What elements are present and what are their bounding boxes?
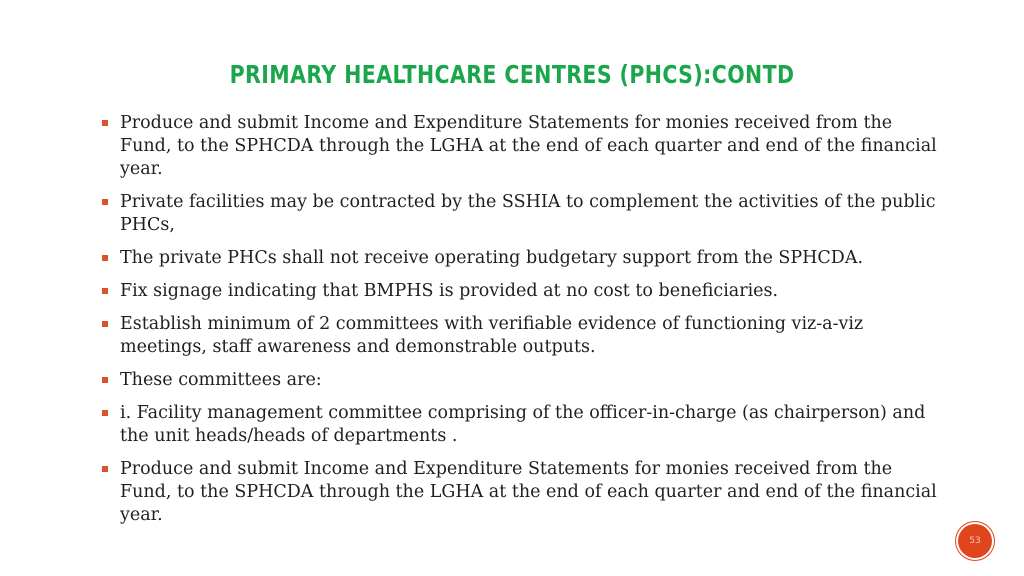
square-bullet-icon [102, 255, 108, 261]
square-bullet-icon [102, 377, 108, 383]
bullet-item [100, 402, 940, 448]
bullet-item [100, 313, 940, 359]
page-number-badge [958, 524, 992, 558]
square-bullet-icon [102, 199, 108, 205]
bullet-text: Establish minimum of 2 committees with verifiable evidence of functioning viz-a-viz meetings, staff awareness and demonstrable outputs. [120, 314, 864, 357]
bullet-item [100, 191, 940, 237]
bullet-text: Produce and submit Income and Expenditure Statements for monies received from the Fund, to the SPHCDA through the LGHA at the end of each quarter and end of the financial year. [120, 459, 937, 525]
square-bullet-icon [102, 466, 108, 472]
bullet-list [100, 112, 940, 537]
square-bullet-icon [102, 321, 108, 327]
bullet-item [100, 280, 940, 303]
bullet-text: Private facilities may be contracted by the SSHIA to complement the activities of the public PHCs, [120, 192, 936, 235]
bullet-text: Fix signage indicating that BMPHS is provided at no cost to beneficiaries. [120, 281, 779, 301]
bullet-text: These committees are: [120, 370, 322, 390]
bullet-text: i. Facility management committee comprising of the officer-in-charge (as chairperson) and the unit heads/heads of departments . [120, 403, 926, 446]
square-bullet-icon [102, 410, 108, 416]
bullet-item [100, 247, 940, 270]
bullet-item [100, 112, 940, 181]
bullet-text: Produce and submit Income and Expenditure Statements for monies received from the Fund, to the SPHCDA through the LGHA at the end of each quarter and end of the financial year. [120, 113, 937, 179]
square-bullet-icon [102, 120, 108, 126]
page-number: 53 [969, 536, 981, 546]
bullet-item [100, 458, 940, 527]
slide-title: PRIMARY HEALTHCARE CENTRES (PHCS):CONTD [229, 60, 795, 89]
bullet-text: The private PHCs shall not receive operating budgetary support from the SPHCDA. [120, 248, 864, 268]
square-bullet-icon [102, 288, 108, 294]
bullet-item [100, 369, 940, 392]
